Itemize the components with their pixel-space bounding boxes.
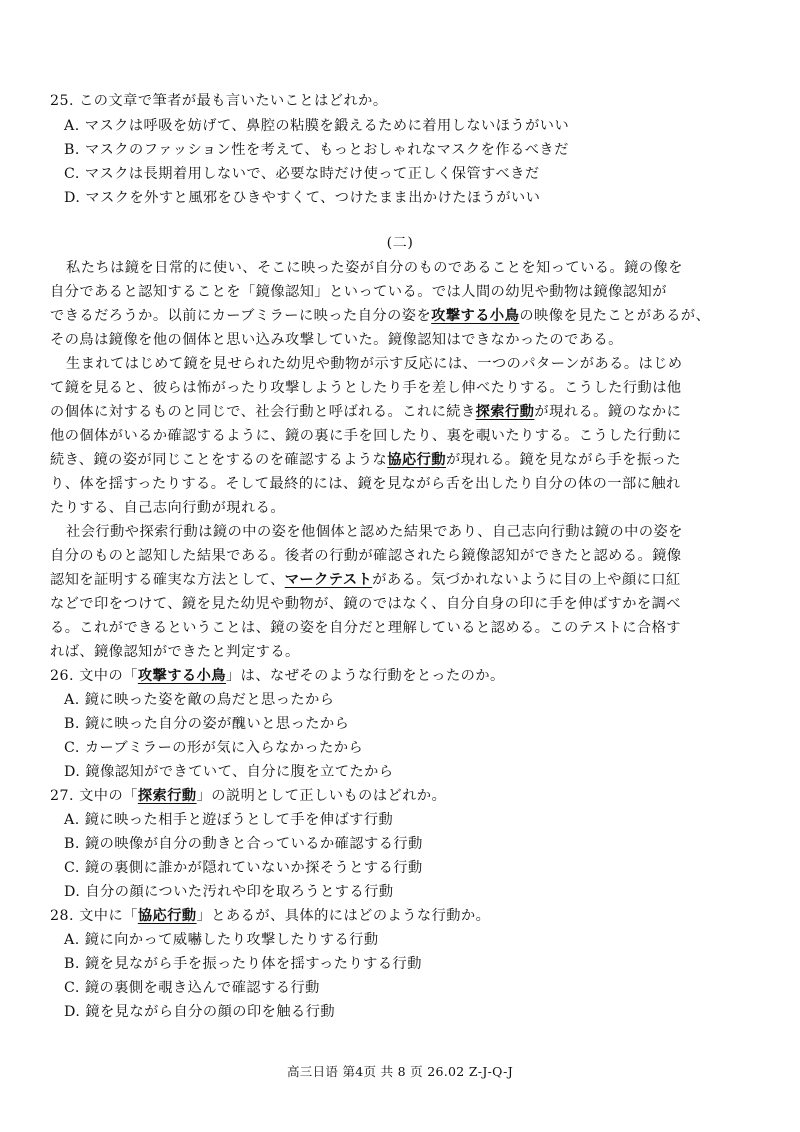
q28-keyword: 協応行動	[137, 908, 197, 924]
q25-option-a: A. マスクは呼吸を妨げて、鼻腔の粘膜を鍛えるために着用しないほうがいい	[64, 118, 570, 134]
q27-option-b: B. 鏡の映像が自分の動きと合っているか確認する行動	[64, 836, 423, 852]
passage-line: 他の個体がいるか確認するように、鏡の裏に手を回したり、裏を覗いたりする。こうした行動に	[50, 428, 682, 444]
stem-text: 27. 文中の「	[50, 788, 138, 804]
passage-line: その鳥は鏡像を他の個体と思い込み攻撃していた。鏡像認知はできなかったのである。	[50, 332, 623, 348]
q25-option-c: C. マスクは長期着用しないで、必要な時だけ使って正しく保管すべきだ	[64, 166, 540, 182]
keyword-attacking-bird: 攻撃する小鳥	[431, 308, 520, 324]
q27-keyword: 探索行動	[137, 788, 197, 804]
stem-text: 28. 文中に「	[50, 908, 138, 924]
q26-option-a: A. 鏡に映った姿を敵の鳥だと思ったから	[64, 692, 335, 708]
stem-text: 26. 文中の「	[50, 668, 138, 684]
passage-line: り、体を揺すったりする。そして最終的には、鏡を見ながら舌を出したり自分の体の一部に触れ	[50, 476, 681, 492]
passage-line: る。これができるということは、鏡の姿を自分だと理解していると認める。このテストに合格す	[50, 620, 681, 636]
passage-line: 社会行動や探索行動は鏡の中の姿を他個体と認めた結果であり、自己志向行動は鏡の中の姿を	[66, 524, 683, 540]
keyword-mark-test: マークテスト	[284, 572, 373, 588]
stem-text: 」の説明として正しいものはどれか。	[196, 788, 447, 804]
q27-option-d: D. 自分の顔についた汚れや印を取ろうとする行動	[64, 884, 394, 900]
page-footer: 高三日语 第4页 共 8 页 26.02 Z-J-Q-J	[286, 1064, 513, 1079]
stem-text: 」とあるが、具体的にはどのような行動か。	[196, 908, 491, 924]
passage-line: たりする、自己志向行動が現れる。	[50, 500, 286, 516]
passage-line	[50, 449, 681, 471]
passage-line: 生まれてはじめて鏡を見せられた幼児や動物が示す反応には、一つのパターンがある。はじめ	[66, 356, 683, 372]
passage-text: がある。気づかれないように目の上や顔に口紅	[372, 572, 681, 588]
stem-text: 」は、なぜそのような行動をとったのか。	[225, 668, 505, 684]
passage-line	[50, 401, 681, 423]
q25-option-d: D. マスクを外すと風邪をひきやすくて、つけたまま出かけたほうがいい	[64, 190, 541, 206]
passage-line: れば、鏡像認知ができたと判定する。	[50, 644, 300, 660]
passage-line: 私たちは鏡を日常的に使い、そこに映った姿が自分のものであることを知っている。鏡の像を	[66, 260, 683, 276]
passage-text: の個体に対するものと同じで、社会行動と呼ばれる。これに続き	[50, 404, 476, 420]
q26-stem	[50, 665, 505, 687]
q28-option-d: D. 鏡を見ながら自分の顔の印を触る行動	[64, 1004, 336, 1020]
passage-line: 自分のものと認知した結果である。後者の行動が確認されたら鏡像認知ができたと認める。鏡像	[50, 548, 682, 564]
q28-option-b: B. 鏡を見ながら手を振ったり体を揺すったりする行動	[64, 956, 422, 972]
keyword-coordinated-behavior: 協応行動	[387, 452, 447, 468]
q28-option-a: A. 鏡に向かって威嚇したり攻撃したりする行動	[64, 932, 379, 948]
q27-option-a: A. 鏡に映った相手と遊ぼうとして手を伸ばす行動	[64, 812, 394, 828]
q28-stem	[50, 905, 490, 927]
passage-line	[50, 305, 710, 327]
passage-line: などで印をつけて、鏡を見た幼児や動物が、鏡のではなく、自分自身の印に手を伸ばすかを調べ	[50, 596, 681, 612]
q26-option-d: D. 鏡像認知ができていて、自分に腹を立てたから	[64, 764, 394, 780]
passage-text: できるだろうか。以前にカーブミラーに映った自分の姿を	[50, 308, 432, 324]
q27-stem	[50, 785, 446, 807]
q28-option-c: C. 鏡の裏側を覗き込んで確認する行動	[64, 980, 320, 996]
q27-option-c: C. 鏡の裏側に誰かが隠れていないか探そうとする行動	[64, 860, 423, 876]
section-title: (二)	[386, 235, 414, 251]
q25-option-b: B. マスクのファッション性を考えて、もっとおしゃれなマスクを作るべきだ	[64, 142, 569, 158]
passage-line: 自分であると認知することを「鏡像認知」といっている。では人間の幼児や動物は鏡像認知が	[50, 284, 667, 300]
passage-line: て鏡を見ると、彼らは怖がったり攻撃しようとしたり手を差し伸べたりする。こうした行動は他	[50, 380, 682, 396]
passage-text: が現れる。鏡のなかに	[534, 404, 682, 420]
keyword-exploratory-behavior: 探索行動	[475, 404, 535, 420]
q26-option-b: B. 鏡に映った自分の姿が醜いと思ったから	[64, 716, 350, 732]
passage-text: 認知を証明する確実な方法として、	[50, 572, 285, 588]
q26-keyword: 攻撃する小鳥	[137, 668, 226, 684]
q25-stem: 25. この文章で筆者が最も言いたいことはどれか。	[50, 93, 388, 109]
passage-line	[50, 569, 681, 591]
passage-text: 続き、鏡の姿が同じことをするのを確認するような	[50, 452, 388, 468]
passage-text: が現れる。鏡を見ながら手を振った	[446, 452, 682, 468]
passage-text: の映像を見たことがあるが、	[519, 308, 711, 324]
q26-option-c: C. カーブミラーの形が気に入らなかったから	[64, 740, 364, 756]
